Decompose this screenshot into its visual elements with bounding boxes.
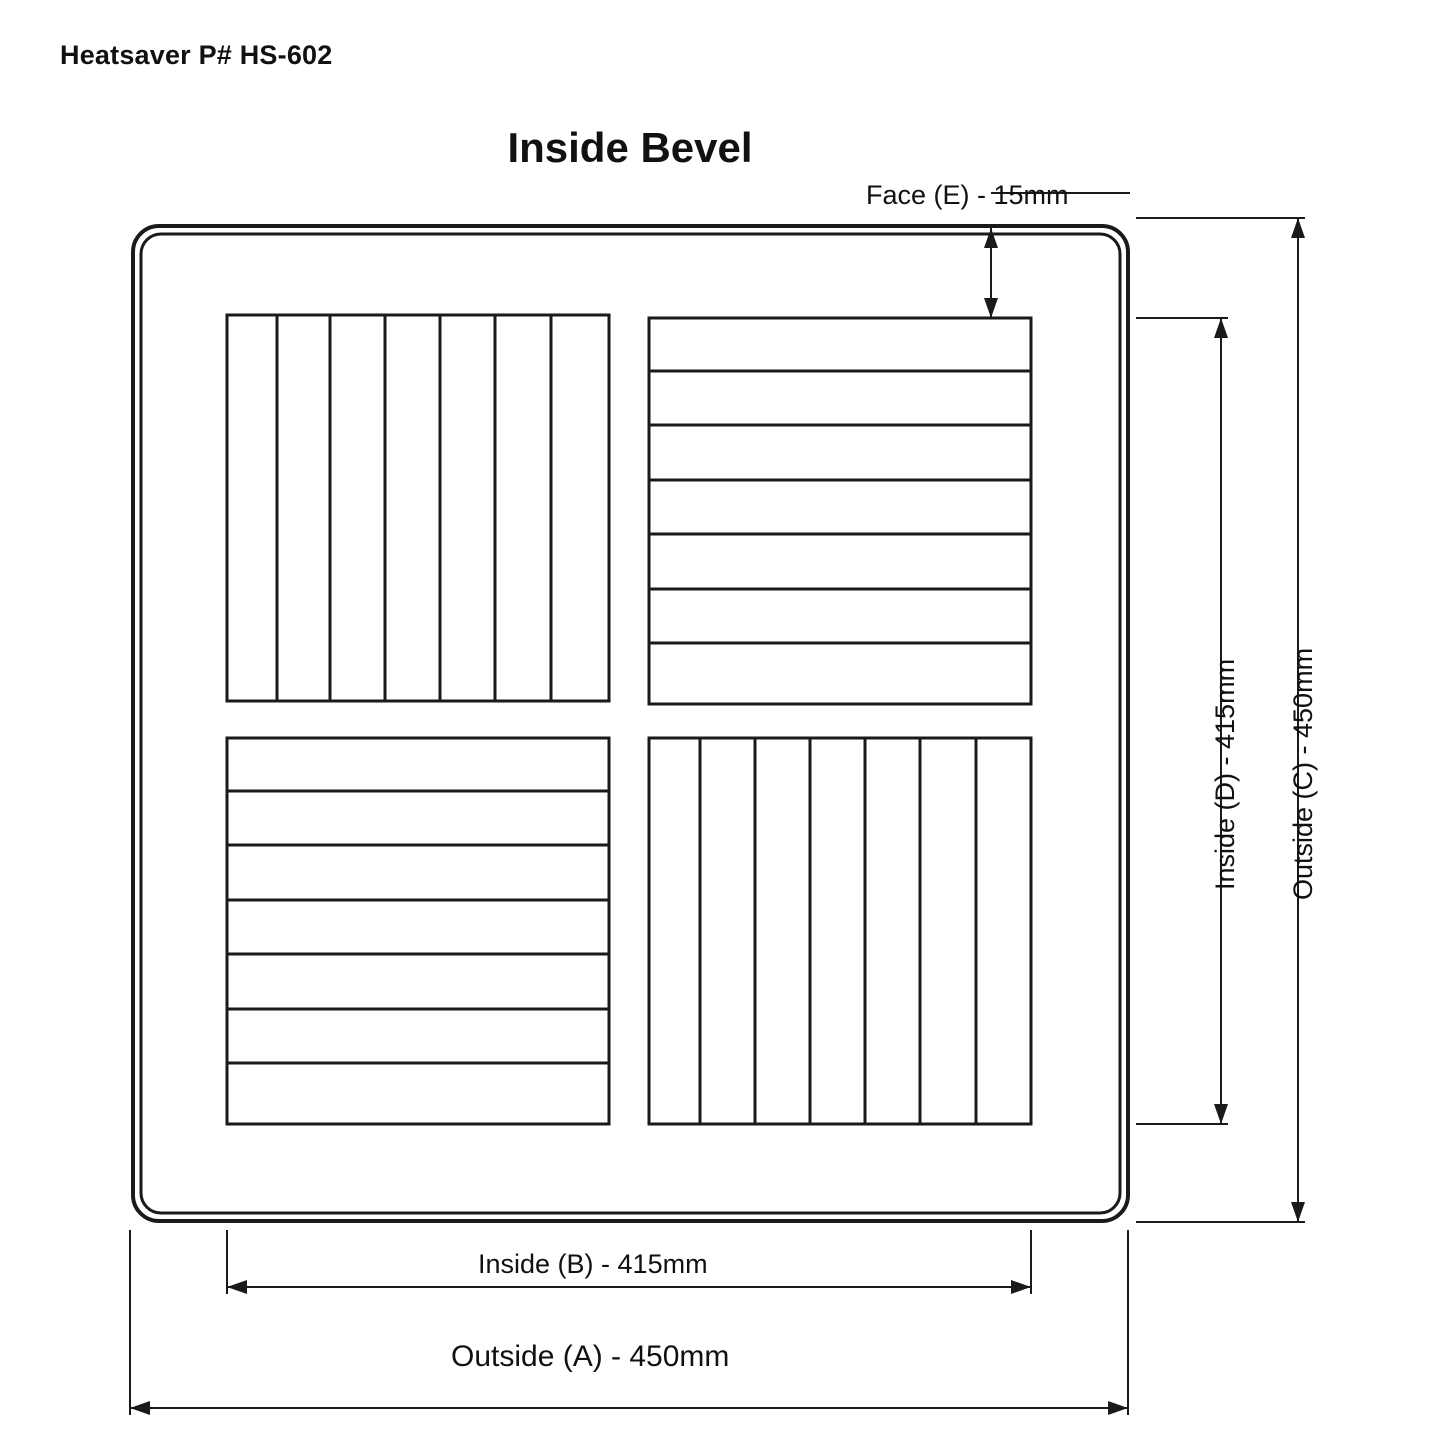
outer-frame	[133, 226, 1128, 1221]
dimension-label-outside-a: Outside (A) - 450mm	[451, 1340, 730, 1373]
panel-bottom-right	[649, 738, 1031, 1124]
panel-top-left	[227, 315, 609, 701]
panel-bottom-left	[227, 738, 609, 1124]
dimension-label-inside-d: Inside (D) - 415mm	[1210, 658, 1240, 890]
dimension-label-face-e: Face (E) - 15mm	[866, 180, 1069, 210]
part-number-title: Heatsaver P# HS-602	[60, 40, 333, 70]
dimension-label-outside-c: Outside (C) - 450mm	[1288, 647, 1318, 900]
dimension-label-inside-b: Inside (B) - 415mm	[478, 1249, 708, 1279]
dimension-face-e	[984, 193, 1130, 318]
outer-frame-inner	[141, 234, 1120, 1213]
diagram-title: Inside Bevel	[507, 124, 753, 171]
panel-top-right	[649, 318, 1031, 704]
